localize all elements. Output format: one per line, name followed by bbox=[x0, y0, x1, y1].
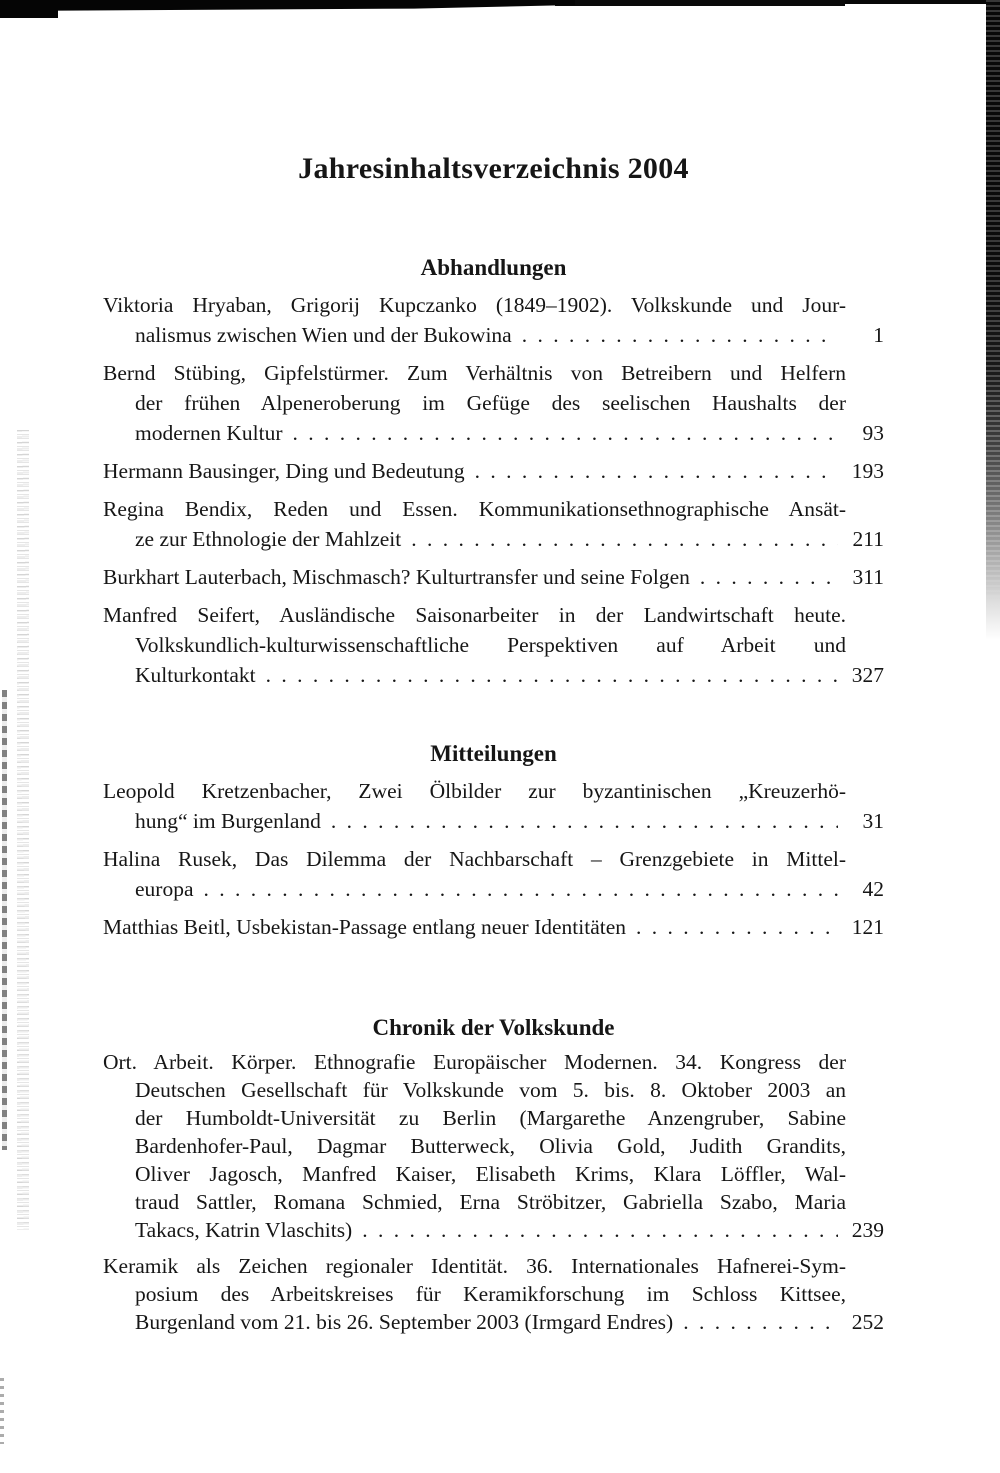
entry-line: Regina Bendix, Reden und Essen. Kommunikationsethnographische Ansät- bbox=[103, 497, 846, 521]
scan-artifact-right-edge-noise bbox=[986, 0, 1000, 600]
entry-line: Bardenhofer-Paul, Dagmar Butterweck, Olivia Gold, Judith Grandits, bbox=[135, 1134, 846, 1158]
entry-line bbox=[135, 660, 884, 690]
entry-line bbox=[135, 806, 884, 836]
section-abhandlungen bbox=[103, 254, 884, 690]
entry-text: Takacs, Katrin Vlaschits) bbox=[135, 1218, 353, 1242]
page-number: 1 bbox=[873, 323, 884, 347]
page-title: Jahresinhaltsverzeichnis 2004 bbox=[298, 152, 689, 185]
page-number: 211 bbox=[852, 527, 884, 551]
entry-text: Kulturkontakt bbox=[135, 663, 256, 687]
toc-entry bbox=[103, 562, 884, 592]
toc-entry bbox=[103, 1048, 884, 1244]
entry-text: ze zur Ethnologie der Mahlzeit bbox=[135, 527, 402, 551]
dot-leader bbox=[321, 806, 838, 836]
page-number: 311 bbox=[852, 565, 884, 589]
entry-text: nalismus zwischen Wien und der Bukowina bbox=[135, 323, 512, 347]
toc-entry bbox=[103, 600, 884, 690]
dot-leader bbox=[352, 1216, 838, 1244]
dot-leader bbox=[401, 524, 838, 554]
entry-text: Matthias Beitl, Usbekistan-Passage entlang neuer Identitäten bbox=[103, 915, 627, 939]
toc-entry bbox=[103, 844, 884, 904]
entry-line bbox=[135, 320, 884, 350]
entry-line: Volkskundlich-kulturwissenschaftliche Perspektiven auf Arbeit und bbox=[135, 633, 846, 657]
section-mitteilungen bbox=[103, 740, 884, 942]
toc-entry bbox=[103, 456, 884, 486]
dot-leader bbox=[673, 1308, 838, 1336]
entry-line: Leopold Kretzenbacher, Zwei Ölbilder zur byzantinischen „Kreuzerhö- bbox=[103, 779, 846, 803]
entry-line: Halina Rusek, Das Dilemma der Nachbarschaft – Grenzgebiete in Mittel- bbox=[103, 847, 846, 871]
entry-line: Ort. Arbeit. Körper. Ethnografie Europäischer Modernen. 34. Kongress der bbox=[103, 1050, 846, 1074]
entry-line: Viktoria Hryaban, Grigorij Kupczanko (1849–1902). Volkskunde und Jour- bbox=[103, 293, 846, 317]
page-number: 193 bbox=[851, 459, 884, 483]
toc-entry bbox=[103, 290, 884, 350]
entry-line bbox=[135, 874, 884, 904]
section-heading: Mitteilungen bbox=[430, 741, 557, 766]
entry-line: Oliver Jagosch, Manfred Kaiser, Elisabeth Krims, Klara Löffler, Wal- bbox=[135, 1162, 846, 1186]
toc-entry bbox=[103, 776, 884, 836]
entry-line bbox=[135, 418, 884, 448]
dot-leader bbox=[465, 456, 838, 486]
entry-line bbox=[103, 912, 884, 942]
entry-text: Burkhart Lauterbach, Mischmasch? Kulturtransfer und seine Folgen bbox=[103, 565, 690, 589]
scan-artifact-top-left-notch bbox=[0, 8, 58, 18]
entry-line bbox=[103, 562, 884, 592]
toc-entry bbox=[103, 1252, 884, 1336]
dot-leader bbox=[626, 912, 838, 942]
page-number: 327 bbox=[851, 663, 884, 687]
page-number: 252 bbox=[851, 1310, 884, 1334]
entry-line: Keramik als Zeichen regionaler Identität. 36. Internationales Hafnerei-Sym- bbox=[103, 1254, 846, 1278]
entry-line: traud Sattler, Romana Schmied, Erna Ströbitzer, Gabriella Szabo, Maria bbox=[135, 1190, 846, 1214]
scan-artifact-left-speckle bbox=[17, 430, 29, 1230]
page-number: 93 bbox=[862, 421, 884, 445]
page-number: 42 bbox=[862, 877, 884, 901]
page-number: 31 bbox=[862, 809, 884, 833]
section-chronik bbox=[103, 1014, 884, 1336]
toc-entry bbox=[103, 358, 884, 448]
entry-line: der frühen Alpeneroberung im Gefüge des seelischen Haushalts der bbox=[135, 391, 846, 415]
page-number: 121 bbox=[851, 915, 884, 939]
entry-line: Deutschen Gesellschaft für Volkskunde vom 5. bis. 8. Oktober 2003 an bbox=[135, 1078, 846, 1102]
scan-artifact-left-bottom-marks bbox=[0, 1378, 4, 1444]
entry-line bbox=[135, 1308, 884, 1336]
entry-line: der Humboldt-Universität zu Berlin (Margarethe Anzengruber, Sabine bbox=[135, 1106, 846, 1130]
entry-text: Burgenland vom 21. bis 26. September 2003 (Irmgard Endres) bbox=[135, 1310, 674, 1334]
toc-content bbox=[103, 0, 884, 1336]
section-heading: Abhandlungen bbox=[420, 255, 567, 280]
dot-leader bbox=[256, 660, 838, 690]
toc-entry bbox=[103, 912, 884, 942]
scan-artifact-right-edge bbox=[986, 0, 1000, 640]
page-number: 239 bbox=[851, 1218, 884, 1242]
entry-text: europa bbox=[135, 877, 194, 901]
section-heading: Chronik der Volkskunde bbox=[372, 1015, 615, 1040]
scan-artifact-left-line bbox=[2, 690, 7, 1150]
entry-text: hung“ im Burgenland bbox=[135, 809, 321, 833]
entry-text: Hermann Bausinger, Ding und Bedeutung bbox=[103, 459, 465, 483]
entry-line bbox=[135, 524, 884, 554]
entry-line: Bernd Stübing, Gipfelstürmer. Zum Verhältnis von Betreibern und Helfern bbox=[103, 361, 846, 385]
dot-leader bbox=[194, 874, 839, 904]
dot-leader bbox=[690, 562, 838, 592]
toc-entry bbox=[103, 494, 884, 554]
entry-text: modernen Kultur bbox=[135, 421, 283, 445]
dot-leader bbox=[282, 418, 838, 448]
dot-leader bbox=[512, 320, 838, 350]
entry-line bbox=[103, 456, 884, 486]
entry-line: Manfred Seifert, Ausländische Saisonarbeiter in der Landwirtschaft heute. bbox=[103, 603, 846, 627]
entry-line: posium des Arbeitskreises für Keramikforschung im Schloss Kittsee, bbox=[135, 1282, 846, 1306]
entry-line bbox=[135, 1216, 884, 1244]
